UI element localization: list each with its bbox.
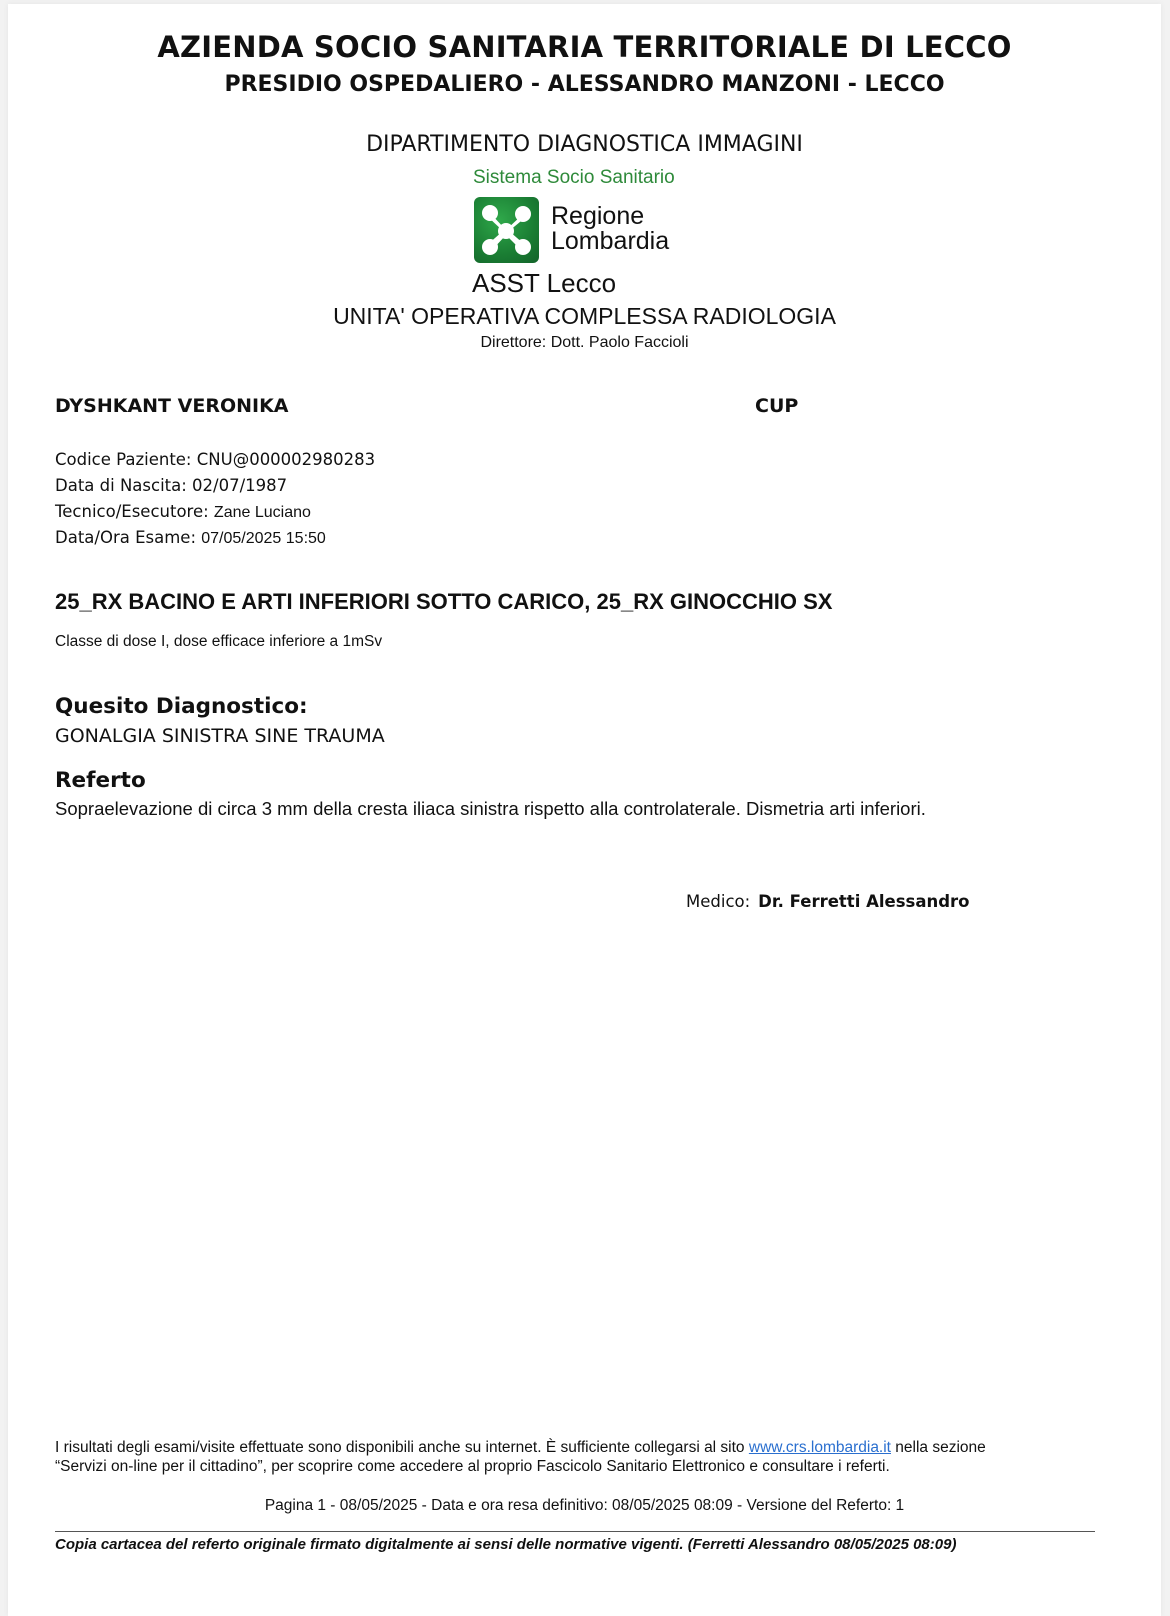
patient-code: CNU@000002980283 bbox=[196, 450, 376, 469]
footer-line-2: “Servizi on-line per il cittadino”, per scoprire come accedere al proprio Fascicolo Sanitario Elettronico e consultare i referti. bbox=[55, 1458, 890, 1475]
presidio-title: PRESIDIO OSPEDALIERO - ALESSANDRO MANZONI - LECCO bbox=[224, 72, 945, 97]
patient-name: DYSHKANT VERONIKA bbox=[55, 395, 289, 417]
footer-line-1 bbox=[55, 1439, 986, 1457]
field-label: Tecnico/Esecutore: bbox=[55, 502, 209, 521]
dose-class: Classe di dose I, dose efficace inferiore a 1mSv bbox=[55, 633, 383, 650]
technician-row bbox=[55, 502, 311, 522]
patient-code-row bbox=[55, 450, 375, 469]
logo-top-text: Sistema Socio Sanitario bbox=[473, 167, 675, 188]
cup-label: CUP bbox=[755, 395, 799, 417]
field-label: Codice Paziente: bbox=[55, 450, 192, 469]
quesito-text: GONALGIA SINISTRA SINE TRAUMA bbox=[55, 725, 385, 747]
exam-title: 25_RX BACINO E ARTI INFERIORI SOTTO CARICO, 25_RX GINOCCHIO SX bbox=[55, 589, 833, 614]
quesito-title: Quesito Diagnostico: bbox=[55, 694, 308, 719]
page-info: Pagina 1 - 08/05/2025 - Data e ora resa definitivo: 08/05/2025 08:09 - Versione del Referto: 1 bbox=[264, 1497, 905, 1514]
logo-asst-text: ASST Lecco bbox=[472, 268, 617, 298]
birth-date-row bbox=[55, 476, 287, 495]
footer-text: nella sezione bbox=[891, 1439, 986, 1456]
crs-link[interactable]: www.crs.lombardia.it bbox=[748, 1439, 891, 1456]
footer-text: I risultati degli esami/visite effettuate sono disponibili anche su internet. È sufficiente collegarsi al sito bbox=[55, 1439, 749, 1456]
unit-title: UNITA' OPERATIVA COMPLESSA RADIOLOGIA bbox=[333, 303, 836, 329]
director-line: Direttore: Dott. Paolo Faccioli bbox=[480, 334, 689, 351]
exam-datetime: 07/05/2025 15:50 bbox=[201, 530, 326, 547]
medico-label: Medico: bbox=[686, 892, 751, 911]
exam-datetime-row bbox=[55, 528, 326, 548]
signature-line bbox=[686, 892, 970, 911]
field-label: Data di Nascita: bbox=[55, 476, 187, 495]
footer-divider bbox=[55, 1531, 1095, 1532]
field-label: Data/Ora Esame: bbox=[55, 528, 196, 547]
report-page bbox=[8, 4, 1161, 1616]
technician-name: Zane Luciano bbox=[213, 504, 311, 521]
doctor-name: Dr. Ferretti Alessandro bbox=[758, 892, 970, 911]
referto-text: Sopraelevazione di circa 3 mm della cresta iliaca sinistra rispetto alla controlaterale. Dismetria arti inferiori. bbox=[55, 798, 926, 819]
org-title: AZIENDA SOCIO SANITARIA TERRITORIALE DI LECCO bbox=[157, 30, 1012, 64]
digital-signature-note: Copia cartacea del referto originale firmato digitalmente ai sensi delle normative vigenti. (Ferretti Alessandro 08/05/2025 08:09) bbox=[55, 1536, 957, 1553]
logo-regione-text: Regione bbox=[551, 202, 645, 230]
birth-date: 02/07/1987 bbox=[192, 476, 288, 495]
lombardia-rose-icon bbox=[474, 197, 539, 263]
department-title: DIPARTIMENTO DIAGNOSTICA IMMAGINI bbox=[366, 132, 803, 157]
referto-title: Referto bbox=[55, 768, 146, 793]
logo-lombardia-text: Lombardia bbox=[551, 227, 670, 255]
